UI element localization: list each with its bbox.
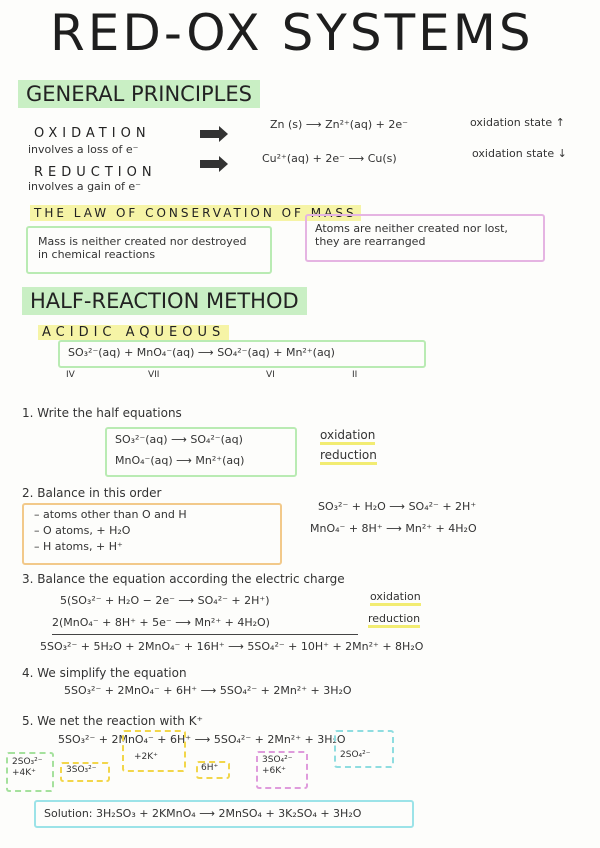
balance-item-3: – H atoms, + H⁺ xyxy=(34,540,123,553)
box-6k-text: +6K⁺ xyxy=(262,766,286,776)
balanced-equation-2: MnO₄⁻ + 8H⁺ ⟶ Mn²⁺ + 4H₂O xyxy=(310,522,477,535)
box-2so3-text: 2SO₃²⁻ xyxy=(12,757,43,767)
half-equation-red: MnO₄⁻(aq) ⟶ Mn²⁺(aq) xyxy=(115,454,245,467)
main-equation: SO₃²⁻(aq) + MnO₄⁻(aq) ⟶ SO₄²⁻(aq) + Mn²⁺(aq) xyxy=(68,346,335,359)
step-5-label: 5. We net the reaction with K⁺ xyxy=(22,714,203,728)
general-principles-heading: GENERAL PRINCIPLES xyxy=(18,80,260,108)
ox-number-4: II xyxy=(352,370,358,380)
charge-equation-2: 2(MnO₄⁻ + 8H⁺ + 5e⁻ ⟶ Mn²⁺ + 4H₂O) xyxy=(52,616,270,629)
conservation-box-left xyxy=(26,226,272,274)
step-2-label: 2. Balance in this order xyxy=(22,486,162,500)
box-2so4 xyxy=(334,730,394,768)
ox-number-3: VI xyxy=(266,370,275,380)
box-2k-text: +2K⁺ xyxy=(134,752,158,762)
solution-text: Solution: 3H₂SO₃ + 2KMnO₄ ⟶ 2MnSO₄ + 3K₂SO₄ + 3H₂O xyxy=(44,807,362,820)
ox-number-1: IV xyxy=(66,370,75,380)
half-equation-ox: SO₃²⁻(aq) ⟶ SO₄²⁻(aq) xyxy=(115,433,243,446)
box-3so4-text: 3SO₄²⁻ xyxy=(262,755,293,765)
oxidation-tag: oxidation xyxy=(320,428,375,445)
solution-box xyxy=(34,800,414,828)
half-equations-box xyxy=(105,427,297,477)
oxidation-state-down: oxidation state ↓ xyxy=(472,147,567,160)
balance-item-1: – atoms other than O and H xyxy=(34,508,187,521)
box-2k xyxy=(122,730,186,772)
arrow-right-icon xyxy=(200,160,220,168)
net-equation: 5SO₃²⁻ + 2MnO₄⁻ + 6H⁺ ⟶ 5SO₄²⁻ + 2Mn²⁺ + 3H₂O xyxy=(58,733,346,746)
box-3so4 xyxy=(256,751,308,789)
charge-red-tag: reduction xyxy=(368,612,420,628)
conservation-box-right xyxy=(305,214,545,262)
conservation-heading: THE LAW OF CONSERVATION OF MASS xyxy=(30,205,361,221)
step-1-label: 1. Write the half equations xyxy=(22,406,182,420)
box-3so3 xyxy=(60,762,110,782)
oxidation-state-up: oxidation state ↑ xyxy=(470,116,565,129)
balance-item-2: – O atoms, + H₂O xyxy=(34,524,131,537)
oxidation-equation: Zn (s) ⟶ Zn²⁺(aq) + 2e⁻ xyxy=(270,118,408,131)
conservation-left-text: Mass is neither created nor destroyed in chemical reactions xyxy=(38,235,247,261)
charge-ox-tag: oxidation xyxy=(370,590,421,606)
charge-sum-equation: 5SO₃²⁻ + 5H₂O + 2MnO₄⁻ + 16H⁺ ⟶ 5SO₄²⁻ + 10H⁺ + 2Mn²⁺ + 8H₂O xyxy=(40,640,424,653)
oxidation-label: OXIDATION xyxy=(34,126,151,141)
box-6h xyxy=(196,761,230,779)
balanced-equation-1: SO₃²⁻ + H₂O ⟶ SO₄²⁻ + 2H⁺ xyxy=(318,500,477,513)
conservation-right-text: Atoms are neither created nor lost, they are rearranged xyxy=(315,222,508,248)
box-2so4-text: 2SO₄²⁻ xyxy=(340,750,371,760)
charge-equation-1: 5(SO₃²⁻ + H₂O − 2e⁻ ⟶ SO₄²⁻ + 2H⁺) xyxy=(60,594,270,607)
reduction-tag: reduction xyxy=(320,448,377,465)
box-4k-text: +4K⁺ xyxy=(12,768,36,778)
box-6h-text: 6H⁺ xyxy=(201,763,219,773)
sum-divider xyxy=(52,634,358,635)
balance-order-box xyxy=(22,503,282,565)
reduction-label: REDUCTION xyxy=(34,165,157,180)
box-2so3 xyxy=(6,752,54,792)
simplified-equation: 5SO₃²⁻ + 2MnO₄⁻ + 6H⁺ ⟶ 5SO₄²⁻ + 2Mn²⁺ + 3H₂O xyxy=(64,684,352,697)
main-equation-box xyxy=(58,340,426,368)
acidic-aqueous-subheading: ACIDIC AQUEOUS xyxy=(38,325,229,340)
reduction-equation: Cu²⁺(aq) + 2e⁻ ⟶ Cu(s) xyxy=(262,152,397,165)
oxidation-description: involves a loss of e⁻ xyxy=(28,143,139,156)
box-3so3-text: 3SO₃²⁻ xyxy=(66,765,97,775)
half-reaction-heading: HALF-REACTION METHOD xyxy=(22,287,307,315)
arrow-right-icon xyxy=(200,130,220,138)
ox-number-2: VII xyxy=(148,370,160,380)
page-title: RED-OX SYSTEMS xyxy=(50,4,534,62)
step-4-label: 4. We simplify the equation xyxy=(22,666,187,680)
reduction-description: involves a gain of e⁻ xyxy=(28,180,141,193)
step-3-label: 3. Balance the equation according the electric charge xyxy=(22,572,345,586)
